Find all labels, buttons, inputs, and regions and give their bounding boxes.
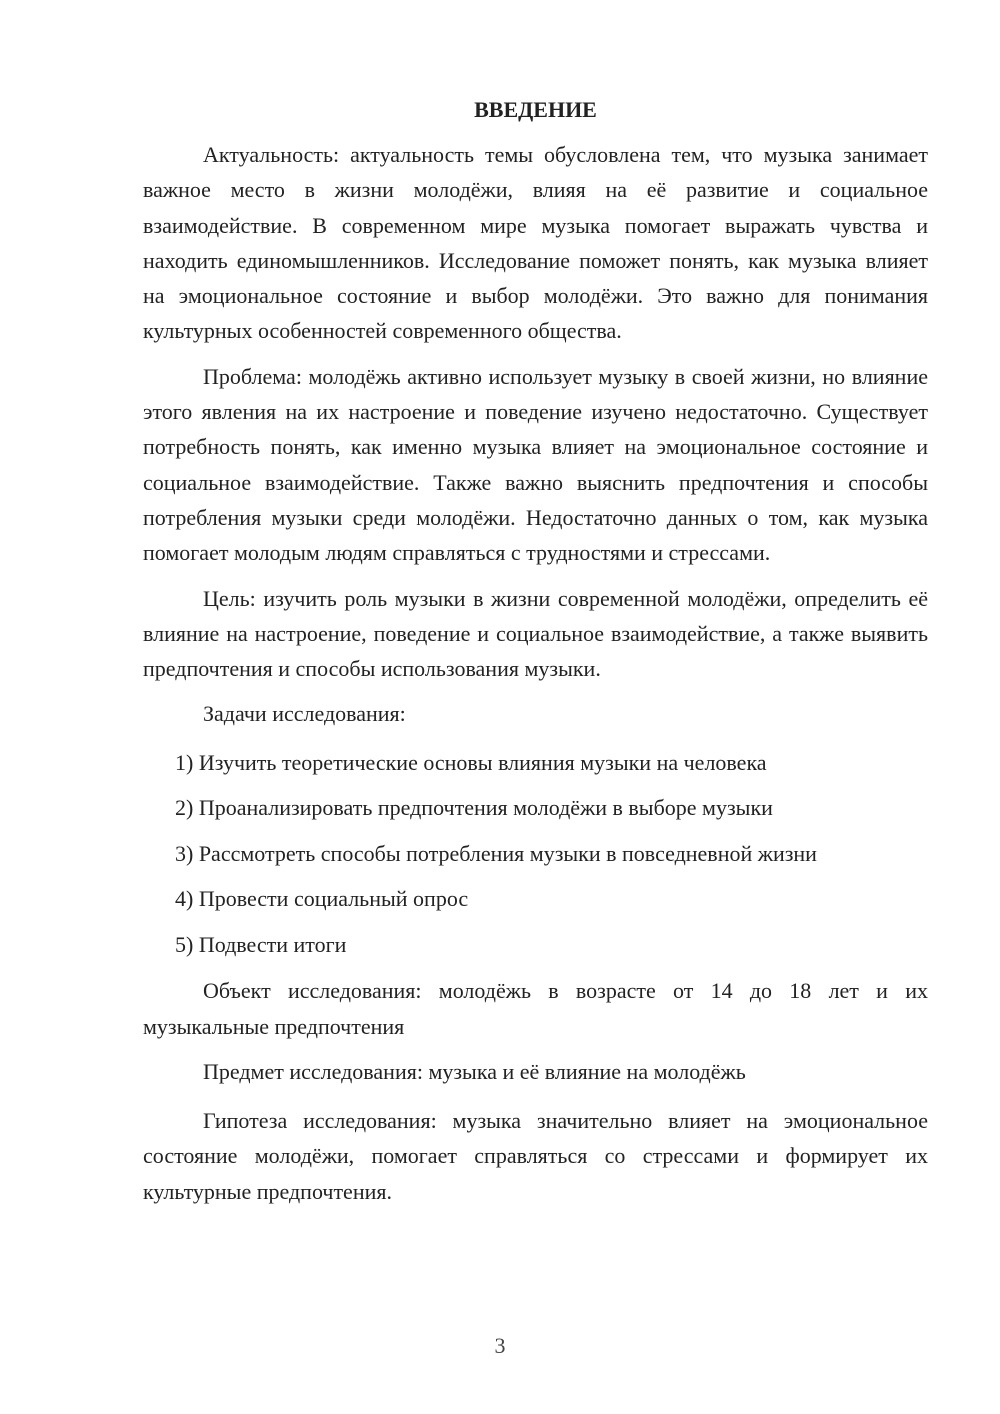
relevance-paragraph: Актуальность: актуальность темы обусловлена тем, что музыка занимает важное место в жизни молодёжи, влияя на её развитие и социальное взаимодействие. В современном мире музыка помогает выражать чувства и находить единомышленников. Исследование поможет понять, как музыка влияет на эмоциональное состояние и выбор молодёжи. Это важно для понимания культурных особенностей современного общества. (143, 142, 928, 344)
subject-paragraph: Предмет исследования: музыка и её влияние на молодёжь (203, 1058, 746, 1084)
goal-paragraph: Цель: изучить роль музыки в жизни современной молодёжи, определить её влияние на настроение, поведение и социальное взаимодействие, а также выявить предпочтения и способы использования музыки. (143, 585, 928, 682)
task-item-1: 1) Изучить теоретические основы влияния музыки на человека (175, 749, 767, 775)
document-page (143, 95, 928, 1219)
tasks-list (143, 746, 928, 962)
task-item-5: 5) Подвести итоги (175, 931, 347, 957)
problem-paragraph: Проблема: молодёжь активно использует музыку в своей жизни, но влияние этого явления на их настроение и поведение изучено недостаточно. Существует потребность понять, как именно музыка влияет на эмоциональное состояние и социальное взаимодействие. Также важно выяснить предпочтения и способы потребления музыки среди молодёжи. Недостаточно данных о том, как музыка помогает молодым людям справляться с трудностями и стрессами. (143, 363, 928, 566)
task-item-4: 4) Провести социальный опрос (175, 886, 469, 912)
tasks-heading: Задачи исследования: (203, 701, 406, 727)
object-paragraph: Объект исследования: молодёжь в возрасте от 14 до 18 лет и их музыкальные предпочтения (143, 978, 928, 1039)
task-item-2: 2) Проанализировать предпочтения молодёжи в выборе музыки (175, 795, 773, 821)
section-title: ВВЕДЕНИЕ (474, 97, 597, 122)
task-item-3: 3) Рассмотреть способы потребления музыки в повседневной жизни (175, 840, 817, 866)
hypothesis-paragraph: Гипотеза исследования: музыка значительно влияет на эмоциональное состояние молодёжи, помогает справляться со стрессами и формирует их культурные предпочтения. (143, 1108, 928, 1204)
page-number: 3 (494, 1333, 506, 1358)
